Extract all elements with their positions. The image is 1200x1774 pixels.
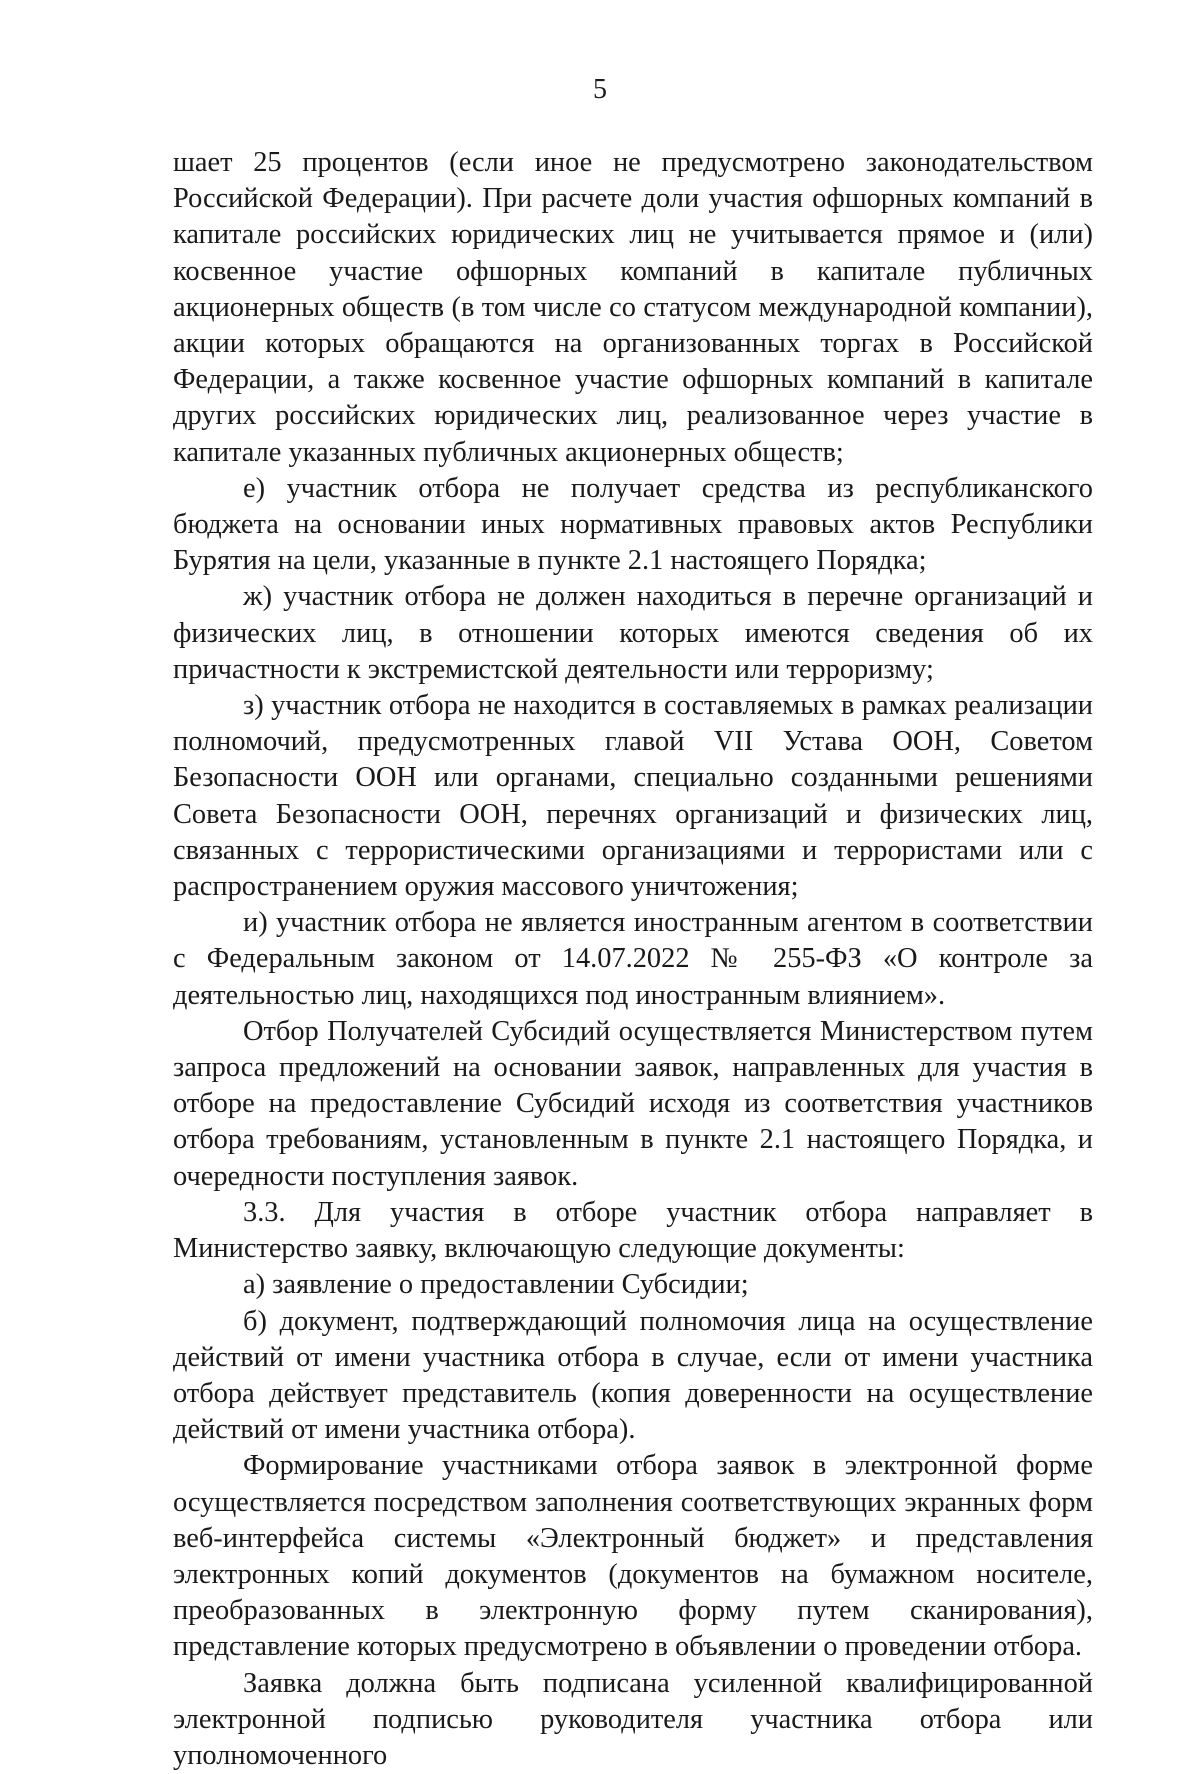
paragraph-item-i: и) участник отбора не является иностранным агентом в соответствии с Федеральным законом от 14.07.2022 № 255-ФЗ «О контроле за деятельностью лиц, находящихся под иностранным влиянием». [173,907,1093,1011]
paragraph-electronic-form: Формирование участниками отбора заявок в электронной форме осуществляется посредством заполнения соответствующих экранных форм веб-интерфейса системы «Электронный бюджет» и представления электронных копий документов (документов на бумажном носителе, преобразованных в электронную форму путем сканирования), представление которых предусмотрено в объявлении о проведении отбора. [173,1450,1093,1663]
paragraph-signature: Заявка должна быть подписана усиленной квалифицированной электронной подписью руководителя участника отбора или уполномоченного [173,1667,1093,1771]
paragraph-item-z: з) участник отбора не находится в составляемых в рамках реализации полномочий, предусмотренных главой VII Устава ООН, Советом Безопасности ООН или органами, специально созданными решениями Совета Безопасности ООН, перечнях организаций и физических лиц, связанных с террористическими организациями и террористами или с распространением оружия массового уничтожения; [173,690,1093,903]
paragraph-continuation: шает 25 процентов (если иное не предусмотрено законодательством Российской Федерации). При расчете доли участия офшорных компаний в капитале российских юридических лиц не учитывается прямое и (или) косвенное участие офшорных компаний в капитале публичных акционерных обществ (в том числе со статусом международной компании), акции которых обращаются на организованных торгах в Российской Федерации, а также косвенное участие офшорных компаний в капитале других российских юридических лиц, реализованное через участие в капитале указанных публичных акционерных обществ; [173,147,1093,468]
paragraph-item-b: б) документ, подтверждающий полномочия лица на осуществление действий от имени участника отбора в случае, если от имени участника отбора действует представитель (копия доверенности на осуществление действий от имени участника отбора). [173,1305,1093,1446]
paragraph-item-a: а) заявление о предоставлении Субсидии; [243,1269,749,1301]
paragraph-selection: Отбор Получателей Субсидий осуществляется Министерством путем запроса предложений на основании заявок, направленных для участия в отборе на предоставление Субсидий исходя из соответствия участников отбора требованиям, установленным в пункте 2.1 настоящего Порядка, и очередности поступления заявок. [173,1015,1093,1192]
paragraph-item-zh: ж) участник отбора не должен находиться в перечне организаций и физических лиц, в отношении которых имеются сведения об их причастности к экстремистской деятельности или терроризму; [173,581,1093,685]
paragraph-clause-3-3: 3.3. Для участия в отборе участник отбора направляет в Министерство заявку, включающую следующие документы: [173,1196,1093,1265]
document-body [173,145,1093,1774]
page-number: 5 [593,74,607,105]
paragraph-item-e: е) участник отбора не получает средства из республиканского бюджета на основании иных нормативных правовых актов Республики Бурятия на цели, указанные в пункте 2.1 настоящего Порядка; [173,472,1093,577]
